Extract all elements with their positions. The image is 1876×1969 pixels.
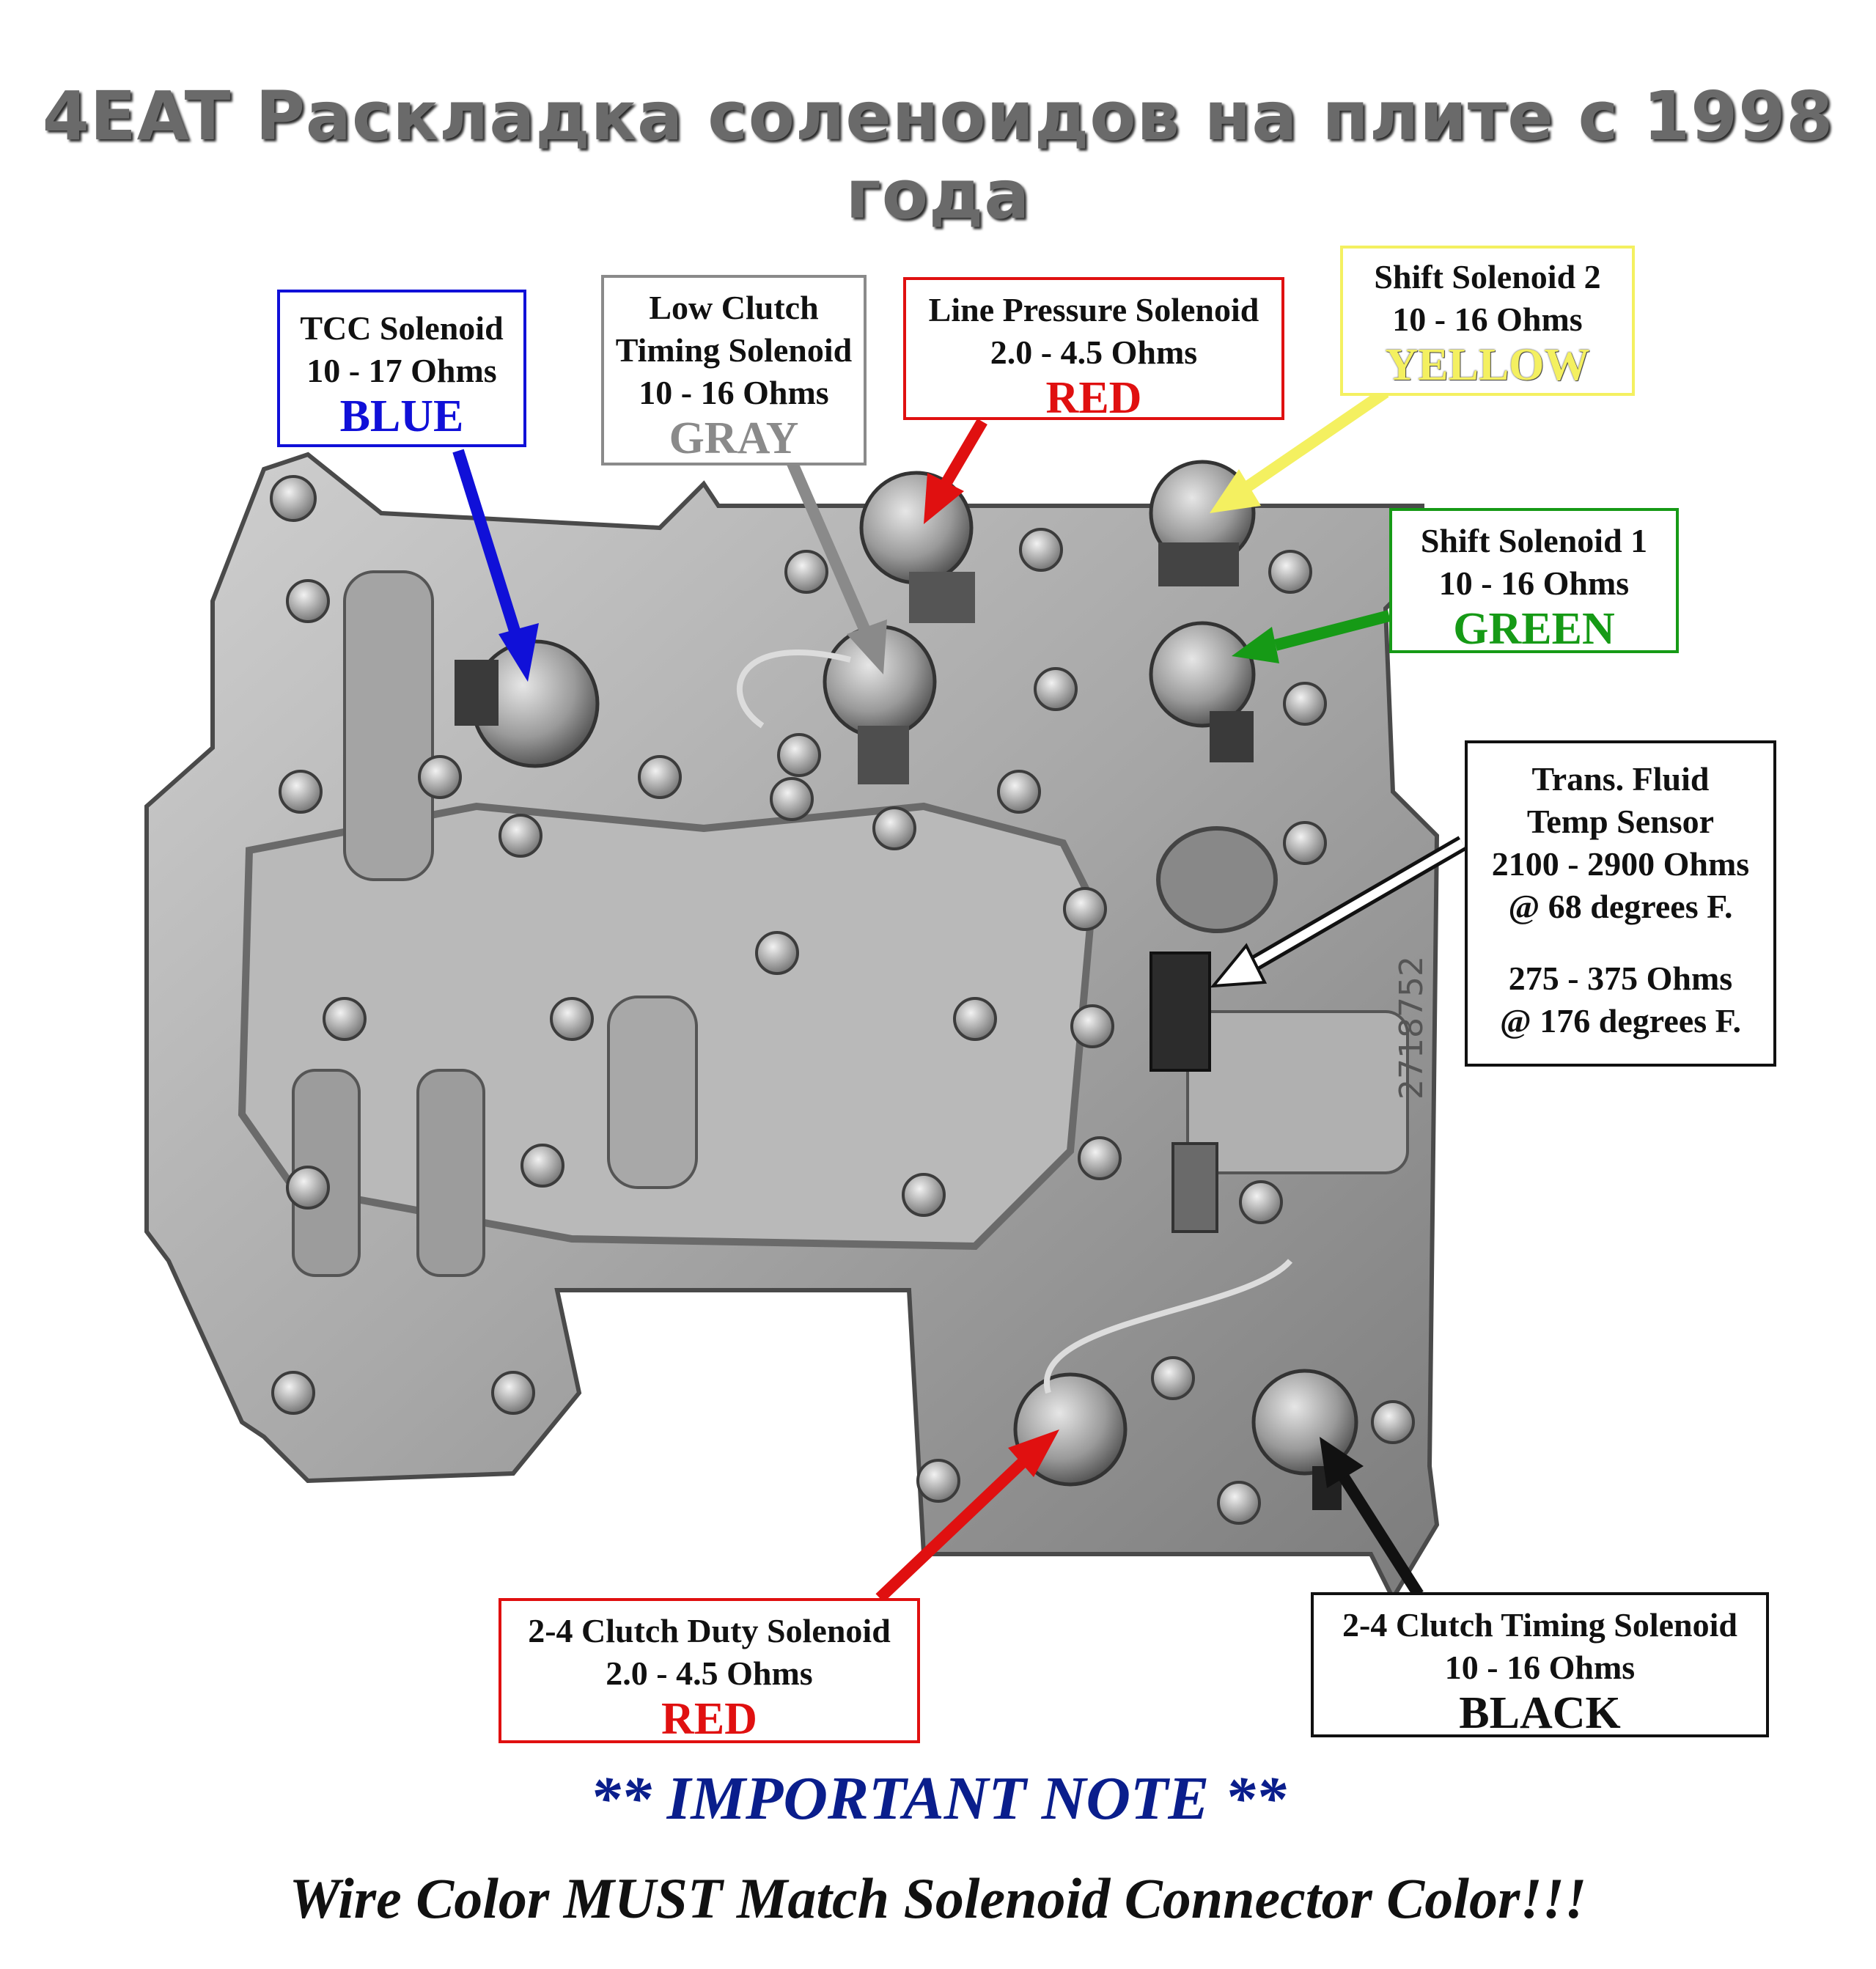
shift1-resistance: 10 - 16 Ohms xyxy=(1438,564,1630,602)
shift2-name: Shift Solenoid 2 xyxy=(1374,258,1601,295)
timing24-name: 2-4 Clutch Timing Solenoid xyxy=(1342,1606,1737,1644)
tcc-name: TCC Solenoid xyxy=(300,309,504,347)
left-tube xyxy=(345,572,433,880)
part-number-stamp: 2718752 xyxy=(1393,956,1430,1100)
duty-resistance: 2.0 - 4.5 Ohms xyxy=(606,1655,813,1692)
tcc-color: BLUE xyxy=(339,391,464,441)
temp-sensor-name-2: Temp Sensor xyxy=(1526,803,1715,840)
temp-sensor-name-1: Trans. Fluid xyxy=(1531,760,1710,798)
timing24-solenoid-label xyxy=(1311,1592,1769,1737)
temp-sensor-range-1: 2100 - 2900 Ohms xyxy=(1491,845,1750,883)
duty-color: RED xyxy=(661,1694,757,1744)
timing24-color: BLACK xyxy=(1459,1688,1621,1738)
line-pressure-name: Line Pressure Solenoid xyxy=(928,291,1259,328)
low-clutch-resistance: 10 - 16 Ohms xyxy=(639,374,829,411)
shift1-name: Shift Solenoid 1 xyxy=(1420,522,1648,559)
low-clutch-solenoid-label xyxy=(601,275,867,465)
duty-solenoid-label xyxy=(499,1598,920,1743)
shift2-color: YELLOW xyxy=(1385,340,1590,390)
right-body xyxy=(1188,1012,1408,1173)
timing24-resistance: 10 - 16 Ohms xyxy=(1444,1649,1636,1686)
low-clutch-color: GRAY xyxy=(669,413,799,463)
center-tube xyxy=(608,997,696,1188)
important-note-heading: ** IMPORTANT NOTE ** xyxy=(589,1764,1287,1833)
line-pressure-color: RED xyxy=(1045,373,1142,423)
temp-sensor-label xyxy=(1465,740,1776,1067)
low-clutch-name-2: Timing Solenoid xyxy=(615,331,853,369)
tcc-solenoid-label xyxy=(277,290,526,447)
low-clutch-name-1: Low Clutch xyxy=(649,289,819,326)
port-hole xyxy=(1158,828,1276,931)
temp-sensor-range-2: 275 - 375 Ohms xyxy=(1508,960,1733,997)
tcc-resistance: 10 - 17 Ohms xyxy=(306,352,497,389)
shift2-resistance: 10 - 16 Ohms xyxy=(1392,301,1583,338)
duty-name: 2-4 Clutch Duty Solenoid xyxy=(528,1612,891,1649)
shift-solenoid-1-label xyxy=(1389,508,1679,653)
shift1-color: GREEN xyxy=(1453,604,1615,654)
temp-sensor-temp-1: @ 68 degrees F. xyxy=(1508,888,1733,925)
line-pressure-resistance: 2.0 - 4.5 Ohms xyxy=(990,334,1198,371)
temp-sensor-temp-2: @ 176 degrees F. xyxy=(1500,1002,1741,1039)
important-note-text: Wire Color MUST Match Solenoid Connector Color!!! xyxy=(289,1866,1587,1930)
page-title: 4EAT Раскладка соленоидов на плите с 1998 года xyxy=(42,77,1834,234)
lower-left-tube-2 xyxy=(418,1070,484,1276)
shift-solenoid-2-label xyxy=(1340,246,1635,396)
line-pressure-solenoid-label xyxy=(903,277,1284,423)
